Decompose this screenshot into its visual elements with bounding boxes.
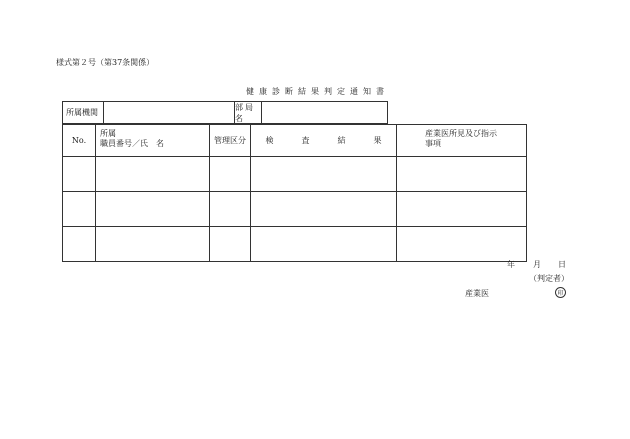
- col-header-no: No.: [63, 125, 96, 157]
- cell-exam[interactable]: [251, 192, 397, 227]
- header-table: [62, 101, 388, 124]
- doctor-label: 産業医: [465, 289, 489, 298]
- col-header-affiliation-line2: 職員番号／氏 名: [100, 139, 164, 148]
- judge-label: （判定者）: [529, 274, 569, 283]
- cell-class[interactable]: [210, 192, 251, 227]
- cell-affiliation[interactable]: [96, 157, 210, 192]
- table-row: [63, 192, 527, 227]
- cell-advice[interactable]: [397, 227, 527, 262]
- col-header-advice-line1: 産業医所見及び指示: [425, 129, 497, 138]
- table-row: [63, 227, 527, 262]
- col-header-affiliation: [96, 125, 210, 157]
- col-header-exam-char: 検: [265, 136, 274, 145]
- department-field[interactable]: [262, 102, 387, 123]
- cell-class[interactable]: [210, 157, 251, 192]
- cell-exam[interactable]: [251, 157, 397, 192]
- cell-advice[interactable]: [397, 192, 527, 227]
- department-label: 部局名: [235, 102, 262, 123]
- date-year-label: 年: [507, 260, 515, 269]
- col-header-exam: [251, 125, 397, 157]
- results-table: [62, 124, 527, 262]
- table-row: [63, 157, 527, 192]
- col-header-exam-char: 査: [301, 136, 310, 145]
- cell-class[interactable]: [210, 227, 251, 262]
- cell-affiliation[interactable]: [96, 227, 210, 262]
- document-title: 健康診断結果判定通知書: [246, 87, 389, 96]
- cell-exam[interactable]: [251, 227, 397, 262]
- col-header-advice: [397, 125, 527, 157]
- form-reference: 様式第２号（第37条関係）: [56, 58, 155, 67]
- seal-text: 印: [557, 290, 564, 297]
- affiliation-label: 所属機関: [63, 102, 104, 123]
- col-header-class: 管理区分: [210, 125, 251, 157]
- cell-no[interactable]: [63, 157, 96, 192]
- col-header-advice-line2: 事項: [425, 139, 441, 148]
- table-header-row: [63, 125, 527, 157]
- col-header-exam-char: 果: [373, 136, 382, 145]
- seal-icon: [555, 287, 566, 298]
- cell-advice[interactable]: [397, 157, 527, 192]
- cell-no[interactable]: [63, 192, 96, 227]
- col-header-exam-char: 結: [337, 136, 346, 145]
- cell-affiliation[interactable]: [96, 192, 210, 227]
- cell-no[interactable]: [63, 227, 96, 262]
- col-header-affiliation-line1: 所属: [100, 129, 116, 138]
- date-month-label: 月: [533, 260, 541, 269]
- affiliation-field[interactable]: [104, 102, 235, 123]
- date-day-label: 日: [558, 260, 566, 269]
